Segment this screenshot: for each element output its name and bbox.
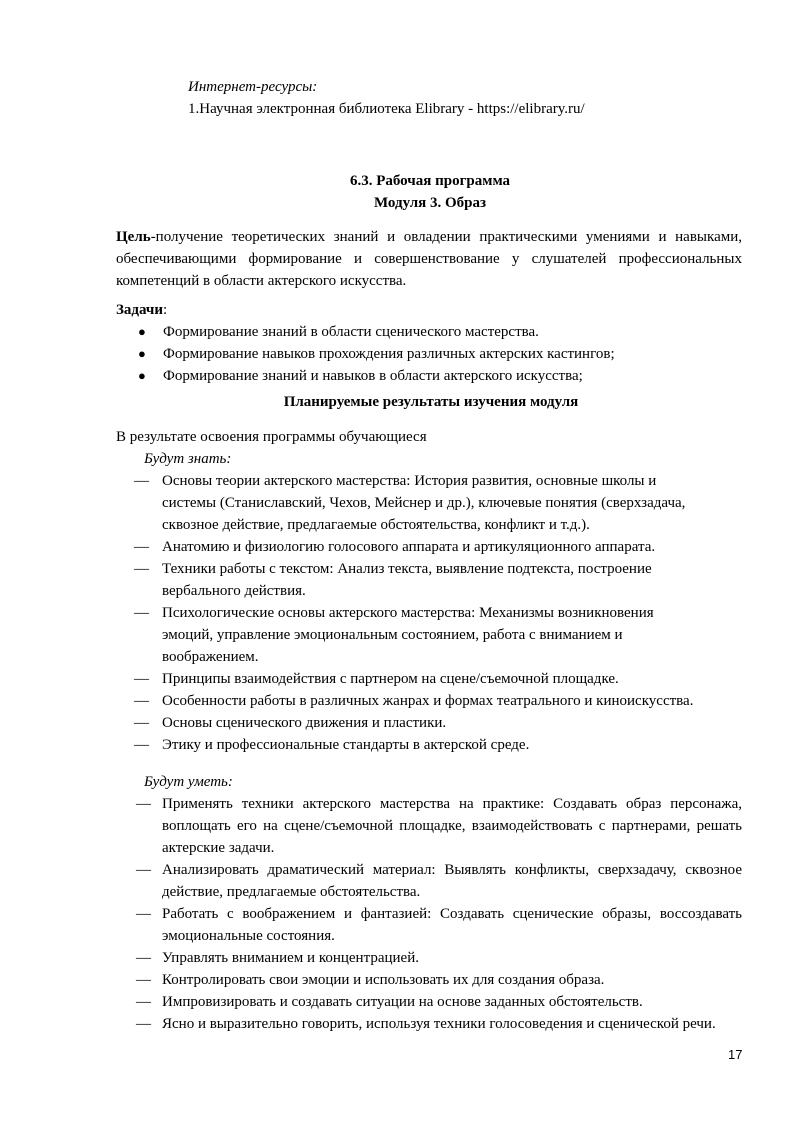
know-item-text: Анатомию и физиологию голосового аппарата и артикуляционного аппарата. xyxy=(162,539,656,555)
dash-icon: — xyxy=(136,994,151,1010)
list-item xyxy=(116,558,742,602)
know-item-text: Принципы взаимодействия с партнером на сцене/съемочной площадке. xyxy=(162,671,619,687)
goal-paragraph xyxy=(116,226,742,292)
know-item-text: Этику и профессиональные стандарты в актерской среде. xyxy=(162,737,530,753)
list-item xyxy=(116,734,742,756)
dash-icon: — xyxy=(136,796,151,812)
dash-icon: — xyxy=(134,539,149,555)
list-item xyxy=(116,1013,742,1035)
know-item-text: Особенности работы в различных жанрах и формах театрального и киноискусства. xyxy=(162,693,694,709)
internet-resources xyxy=(188,76,748,120)
know-item-text: Техники работы с текстом: Анализ текста, выявление подтекста, построение вербального действия. xyxy=(162,561,652,599)
skill-item-text: Импровизировать и создавать ситуации на основе заданных обстоятельств. xyxy=(162,994,643,1010)
skill-item-text: Применять техники актерского мастерства на практике: Создавать образ персонажа, воплощать его на сцене/съемочной площадке, взаимодействовать с партнерами, решать актерские задачи. xyxy=(162,796,742,856)
list-item xyxy=(116,536,742,558)
skills-section xyxy=(116,771,742,1035)
know-item-text: Психологические основы актерского мастерства: Механизмы возникновения эмоций, управление эмоциональным состоянием, работа с вниманием и воображением. xyxy=(162,605,654,665)
results-intro: В результате освоения программы обучающиеся xyxy=(116,429,427,445)
goal-label: Цель xyxy=(116,229,151,245)
skill-item-text: Анализировать драматический материал: Выявлять конфликты, сверхзадачу, сквозное действие, предлагаемые обстоятельства. xyxy=(162,862,742,900)
list-item xyxy=(116,343,742,365)
list-item xyxy=(116,602,742,668)
skill-item-text: Контролировать свои эмоции и использовать их для создания образа. xyxy=(162,972,605,988)
tasks-label: Задачи xyxy=(116,302,164,318)
skills-list xyxy=(116,793,742,1035)
dash-icon: — xyxy=(136,862,151,878)
internet-resources-heading: Интернет-ресурсы: xyxy=(188,79,318,95)
know-heading: Будут знать: xyxy=(144,451,232,467)
list-item xyxy=(116,365,742,387)
list-item xyxy=(116,991,742,1013)
results-title: Планируемые результаты изучения модуля xyxy=(283,394,579,410)
section-title-line-2: Модуля 3. Образ xyxy=(373,195,487,211)
dash-icon: — xyxy=(136,950,151,966)
dash-icon: — xyxy=(136,972,151,988)
goal-text: -получение теоретических знаний и овладении практическими умениями и навыками, обеспечивающими формирование и совершенствование у слушателей профессиональных компетенций в области актерского искусства. xyxy=(116,229,742,289)
list-item xyxy=(116,321,742,343)
dash-icon: — xyxy=(134,605,149,621)
list-item xyxy=(116,712,742,734)
know-item-text: Основы теории актерского мастерства: История развития, основные школы и системы (Станиславский, Чехов, Мейснер и др.), ключевые понятия (сверхзадача, сквозное действие, предлагаемые обстоятельства, конфликт и т.д.). xyxy=(162,473,686,533)
list-item xyxy=(116,903,742,947)
resource-item: 1.Научная электронная библиотека Elibrary - https://elibrary.ru/ xyxy=(188,101,585,117)
task-text: Формирование знаний и навыков в области актерского искусства; xyxy=(163,368,583,384)
skill-item-text: Ясно и выразительно говорить, используя техники голосоведения и сценической речи. xyxy=(162,1016,716,1032)
know-section xyxy=(116,448,742,756)
task-text: Формирование знаний в области сценического мастерства. xyxy=(163,324,539,340)
know-item-text: Основы сценического движения и пластики. xyxy=(162,715,447,731)
skill-item-text: Управлять вниманием и концентрацией. xyxy=(162,950,419,966)
dash-icon: — xyxy=(134,737,149,753)
list-item xyxy=(116,969,742,991)
bullet-icon: ● xyxy=(138,346,146,361)
bullet-icon: ● xyxy=(138,368,146,383)
task-text: Формирование навыков прохождения различных актерских кастингов; xyxy=(163,346,615,362)
list-item xyxy=(116,690,742,712)
dash-icon: — xyxy=(134,561,149,577)
bullet-icon: ● xyxy=(138,324,146,339)
tasks-list xyxy=(116,321,742,387)
tasks-block xyxy=(116,299,742,387)
dash-icon: — xyxy=(134,473,149,489)
tasks-colon: : xyxy=(163,302,168,318)
list-item xyxy=(116,859,742,903)
list-item xyxy=(116,947,742,969)
skill-item-text: Работать с воображением и фантазией: Создавать сценические образы, воссоздавать эмоциональные состояния. xyxy=(162,906,742,944)
section-title-line-1: 6.3. Рабочая программа xyxy=(349,173,511,189)
section-title xyxy=(0,170,800,214)
dash-icon: — xyxy=(136,906,151,922)
results-block xyxy=(116,426,742,1035)
dash-icon: — xyxy=(134,715,149,731)
page-number: 17 xyxy=(728,1047,743,1062)
tasks-heading xyxy=(116,299,742,321)
dash-icon: — xyxy=(134,693,149,709)
know-list xyxy=(116,470,742,756)
dash-icon: — xyxy=(136,1016,151,1032)
list-item xyxy=(116,793,742,859)
dash-icon: — xyxy=(134,671,149,687)
list-item xyxy=(116,470,742,536)
list-item xyxy=(116,668,742,690)
skills-heading: Будут уметь: xyxy=(144,774,233,790)
